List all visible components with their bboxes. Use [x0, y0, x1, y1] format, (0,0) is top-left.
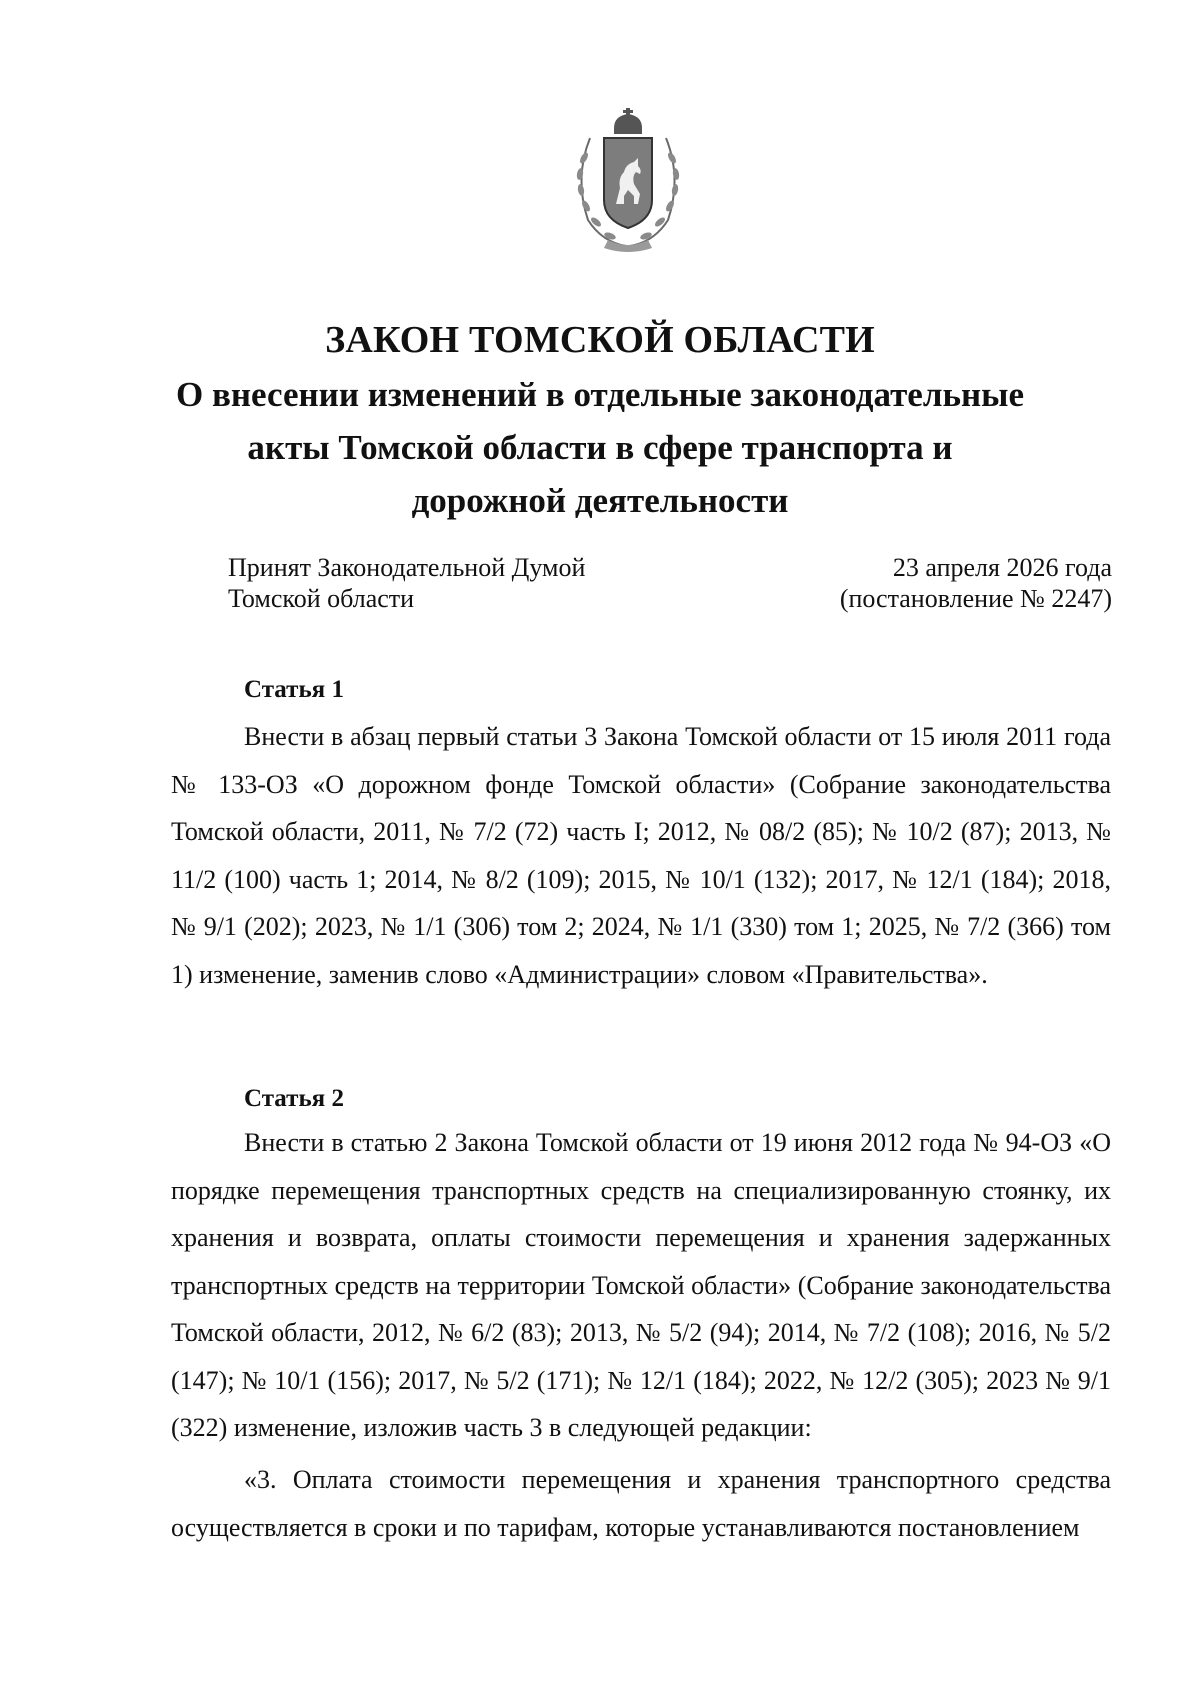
document-title: ЗАКОН ТОМСКОЙ ОБЛАСТИ — [325, 319, 875, 361]
adoption-date: 23 апреля 2026 года — [892, 553, 1112, 582]
adoption-date-block — [840, 552, 1112, 614]
adoption-body — [228, 552, 585, 614]
adoption-body-line1: Принят Законодательной Думой — [228, 553, 586, 582]
article-2-heading: Статья 2 — [244, 1085, 344, 1112]
article-1-paragraph: Внести в абзац первый статьи 3 Закона Томской области от 15 июля 2011 года № 133-ОЗ «О дорожном фонде Томской области» (Собрание законодательства Томской области, 2011, № 7/2 (72) часть I; 2012, № 08/2 (85); № 10/2 (87); 2013, № 11/2 (100) часть 1; 2014, № 8/2 (109); 2015, № 10/1 (132); 2017, № 12/1 (184); 2018, № 9/1 (202); 2023, № 1/1 (306) том 2; 2024, № 1/1 (330) том 1; 2025, № 7/2 (366) том 1) изменение, заменив слово «Администрации» словом «Правительства». — [171, 722, 1111, 989]
article-2-paragraph-1: Внести в статью 2 Закона Томской области от 19 июня 2012 года № 94-ОЗ «О порядке перемещения транспортных средств на специализированную стоянку, их хранения и возврата, оплаты стоимости перемещения и хранения задержанных транспортных средств на территории Томской области» (Собрание законодательства Томской области, 2012, № 6/2 (83); 2013, № 5/2 (94); 2014, № 7/2 (108); 2016, № 5/2 (147); № 10/1 (156); 2017, № 5/2 (171); № 12/1 (184); 2022, № 12/2 (305); 2023 № 9/1 (322) изменение, изложив часть 3 в следующей редакции: — [171, 1128, 1111, 1442]
adoption-resolution: (постановление № 2247) — [839, 584, 1112, 613]
article-1-heading: Статья 1 — [244, 676, 344, 703]
coat-of-arms-icon — [568, 108, 688, 254]
article-2-paragraph-2: «3. Оплата стоимости перемещения и хранения транспортного средства осуществляется в сроки и по тарифам, которые устанавливаются постановлением — [171, 1465, 1111, 1542]
adoption-body-line2: Томской области — [228, 584, 415, 613]
document-subtitle: О внесении изменений в отдельные законодательные акты Томской области в сфере транспорта и дорожной деятельности — [175, 375, 1024, 520]
